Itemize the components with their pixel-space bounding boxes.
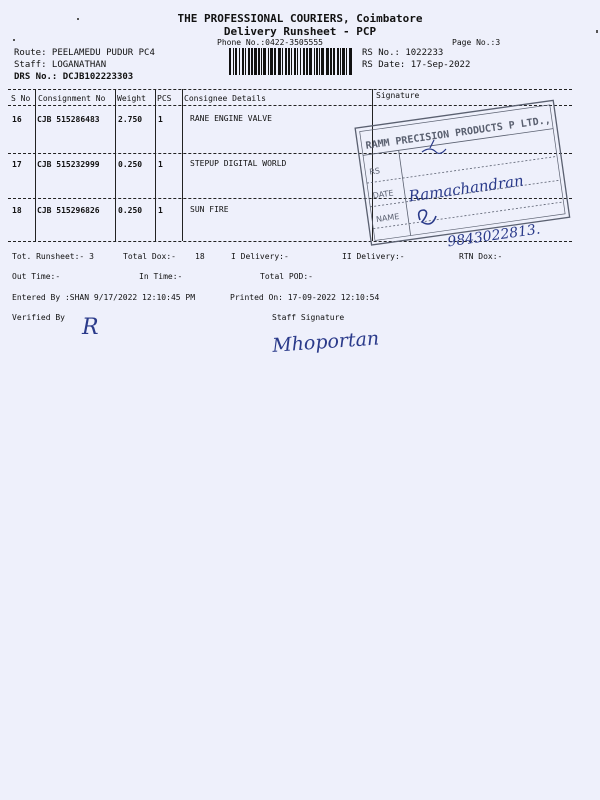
barcode-bar [300,48,301,75]
tot-runsheet: Tot. Runsheet:- 3 [12,252,94,261]
page-number: Page No.:3 [452,38,501,47]
entered-by: Entered By :SHAN 9/17/2022 12:10:45 PM [12,293,196,302]
drs-number: DRS No.: DCJB102223303 [14,72,134,82]
barcode-bar [349,48,352,75]
receiver-phone-handwriting: 9843022813. [446,221,542,250]
barcode-bar [314,48,315,75]
column-divider [155,89,156,241]
stamp-rs-label: RS [368,166,381,177]
barcode-bar [233,48,234,75]
barcode-bar [337,48,339,75]
speck [596,30,598,33]
barcode-bar [321,48,324,75]
printed-on: Printed On: 17-09-2022 12:10:54 [230,293,380,302]
barcode-bar [263,48,266,75]
company-name: THE PROFESSIONAL COURIERS, Coimbatore [177,12,423,25]
header-weight: Weight [117,94,146,103]
company-stamp [340,90,580,250]
row-consignment: CJB 515296826 [37,206,100,215]
barcode-bar [294,48,296,75]
column-divider [182,89,183,241]
row-consignee: SUN FIRE [190,205,229,214]
row-pcs: 1 [158,115,163,124]
barcode-bar [242,48,244,75]
barcode-bar [316,48,318,75]
column-divider [35,89,36,241]
route: Route: PEELAMEDU PUDUR PC4 [14,48,155,58]
stamp-name-label: NAME [375,211,400,225]
barcode-bar [288,48,290,75]
barcode-bar [261,48,262,75]
header-signature: Signature [376,91,420,100]
rs-date: RS Date: 17-Sep-2022 [362,60,471,70]
barcode-bar [333,48,335,75]
barcode-bar [270,48,273,75]
barcode-bar [278,48,281,75]
row-pcs: 1 [158,160,163,169]
header-consignee: Consignee Details [184,94,266,103]
out-time: Out Time:- [12,272,61,281]
row-consignee: RANE ENGINE VALVE [190,114,272,123]
barcode-bar [235,48,237,75]
barcode-bar [245,48,246,75]
barcode-bar [297,48,298,75]
row-weight: 2.750 [118,115,143,124]
total-pod: Total POD:- [260,272,313,281]
barcode-bar [342,48,345,75]
verified-initials-text: R [82,315,99,340]
total-dox-label: Total Dox:- [123,252,176,261]
barcode-bar [303,48,305,75]
row-consignment: CJB 515286483 [37,115,100,124]
row-sno: 17 [12,160,22,169]
barcode-bar [285,48,287,75]
i-delivery: I Delivery:- [231,252,289,261]
verified-initials [78,310,118,342]
barcode-bar [330,48,332,75]
staff-signature-text: Mhoportan [271,327,380,357]
barcode-bar [251,48,253,75]
staff-name: Staff: LOGANATHAN [14,60,107,70]
header-consignment: Consignment No [38,94,106,103]
stamp-date-label: DATE [372,188,394,201]
barcode-bar [306,48,308,75]
stamp-company-name: RAMM PRECISION PRODUCTS P LTD., [365,114,552,152]
barcode-bar [248,48,250,75]
barcode-bar [254,48,257,75]
barcode-bar [319,48,320,75]
barcode-bar [258,48,260,75]
barcode-bar [346,48,347,75]
barcode-bar [282,48,283,75]
phone-number: Phone No.:0422-3505555 [217,38,323,47]
row-sno: 18 [12,206,22,215]
speck [13,39,15,41]
document-title: Delivery Runsheet - PCP [223,25,377,38]
rs-number: RS No.: 1022233 [362,48,444,58]
row-pcs: 1 [158,206,163,215]
receiver-name-handwriting: Ramachandran [407,171,525,206]
column-divider [115,89,116,241]
staff-signature-label: Staff Signature [272,313,345,322]
row-consignment: CJB 515232999 [37,160,100,169]
speck [77,18,79,20]
barcode-bar [274,48,276,75]
row-sno: 16 [12,115,22,124]
total-dox-value: 18 [195,252,205,261]
staff-signature [268,320,388,360]
barcode-bar [309,48,312,75]
barcode [229,48,354,75]
header-sno: S No [11,94,31,103]
barcode-bar [326,48,329,75]
ii-delivery: II Delivery:- [342,252,405,261]
in-time: In Time:- [139,272,183,281]
barcode-bar [229,48,231,75]
rtn-dox: RTN Dox:- [459,252,503,261]
barcode-bar [291,48,292,75]
row-consignee: STEPUP DIGITAL WORLD [190,159,287,168]
row-weight: 0.250 [118,160,143,169]
barcode-bar [340,48,341,75]
signature-mark [419,210,436,224]
barcode-bar [268,48,269,75]
barcode-bar [239,48,240,75]
row-weight: 0.250 [118,206,143,215]
verified-by-label: Verified By [12,313,65,322]
header-pcs: PCS [157,94,172,103]
